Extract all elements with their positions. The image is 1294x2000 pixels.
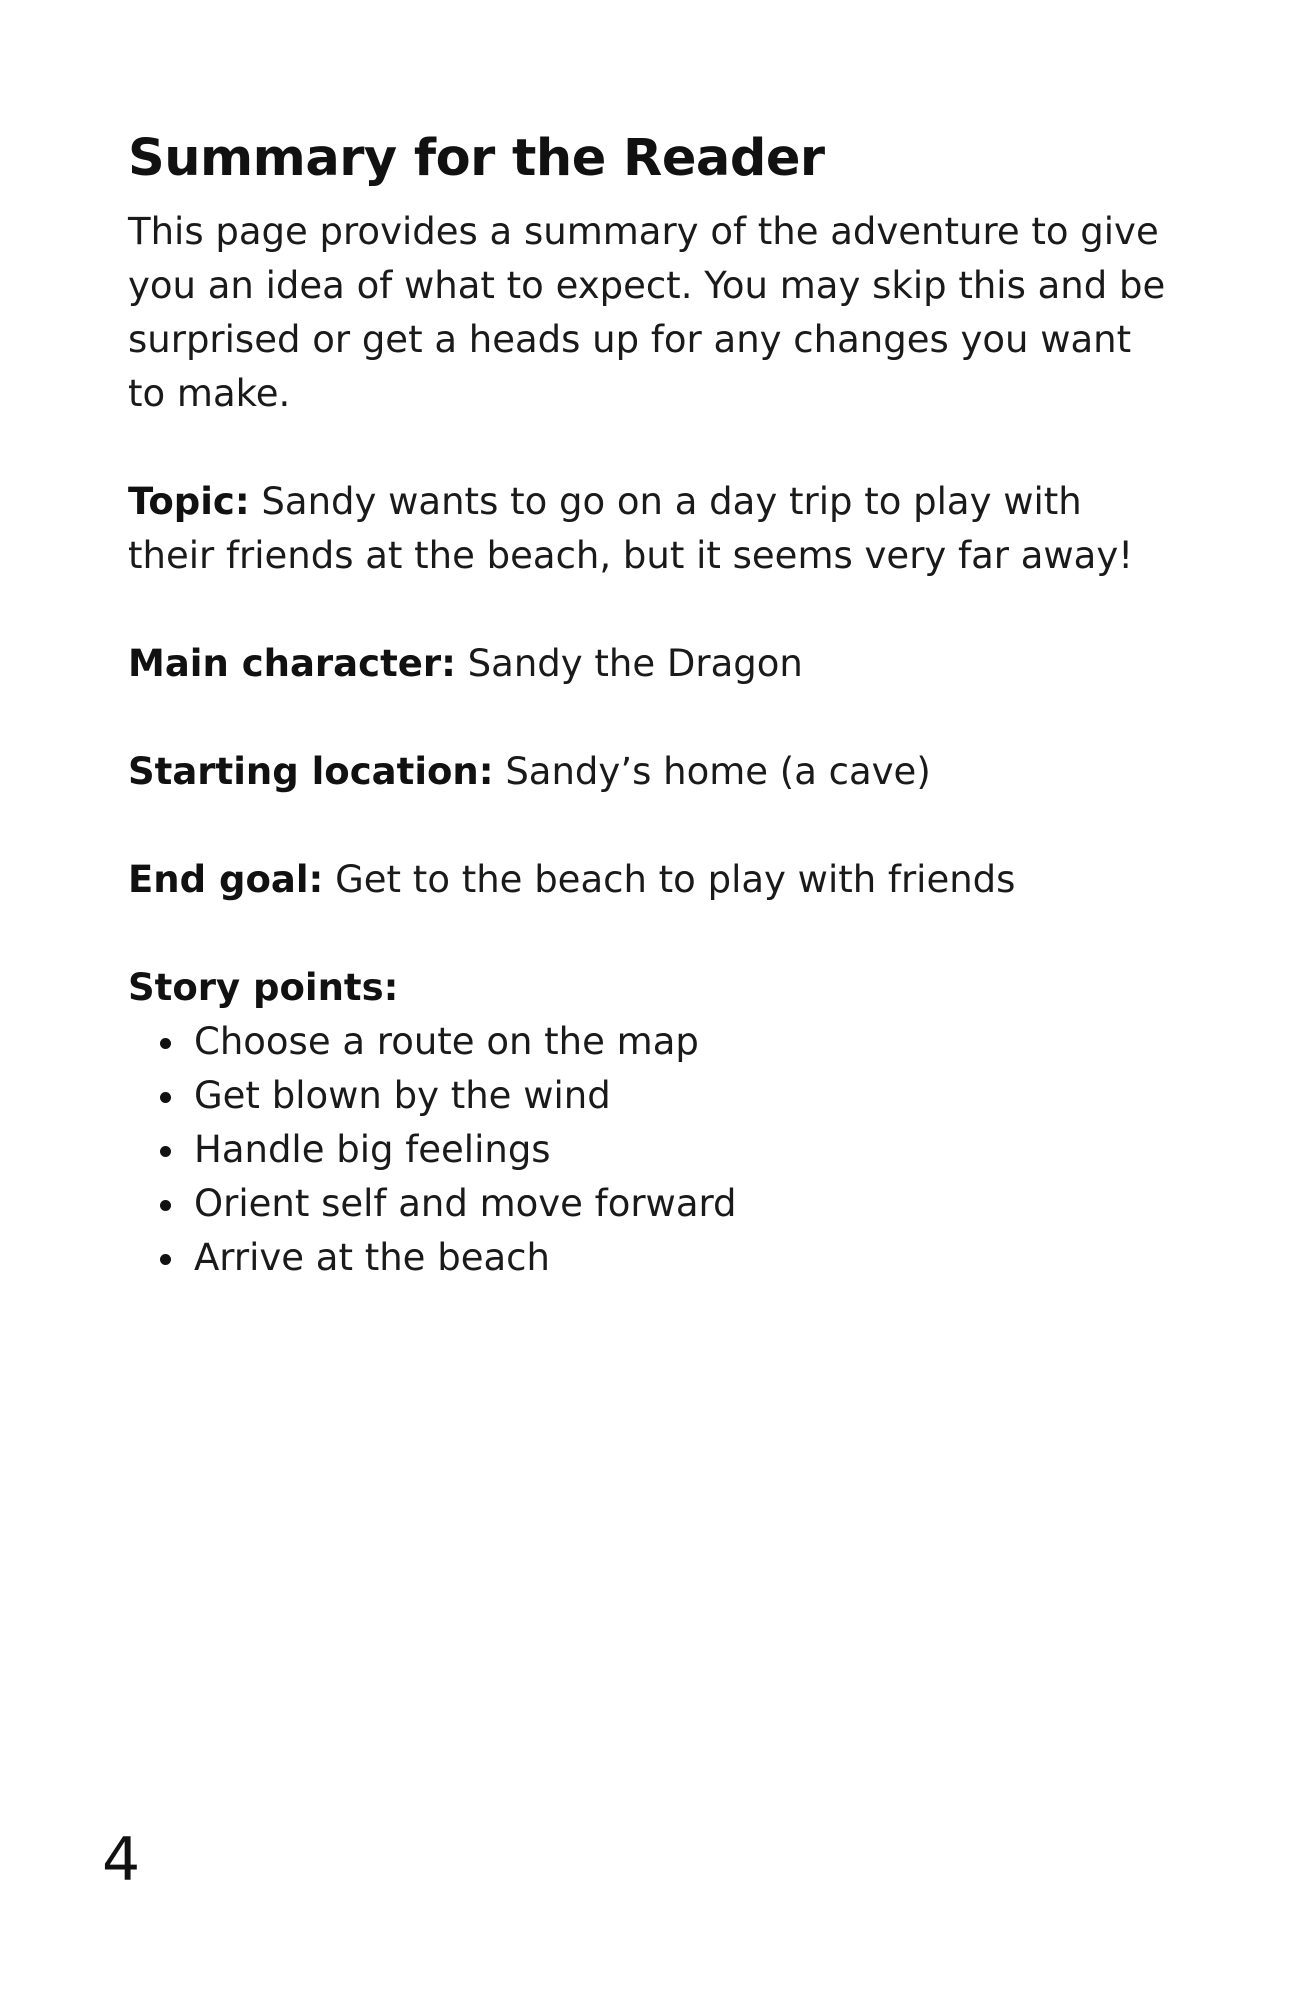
story-points-label: Story points:: [128, 966, 399, 1009]
intro-paragraph: This page provides a summary of the adventure to give you an idea of what to expect. You may skip this and be surprised or get a heads up for any changes you want to make.: [128, 210, 1166, 415]
starting-location-label: Starting location:: [128, 750, 494, 793]
starting-location-field: [128, 745, 1168, 799]
story-point-text: Arrive at the beach: [194, 1236, 550, 1279]
main-character-label: Main character:: [128, 642, 456, 685]
story-point-item: [128, 1069, 1168, 1123]
topic-field: [128, 475, 1168, 583]
bullet-icon: [160, 1038, 171, 1049]
story-point-text: Choose a route on the map: [194, 1020, 699, 1063]
main-character-value: Sandy the Dragon: [455, 642, 803, 685]
bullet-icon: [160, 1146, 171, 1157]
main-character-field: [128, 637, 1168, 691]
end-goal-value: Get to the beach to play with friends: [323, 858, 1016, 901]
topic-label: Topic:: [128, 480, 250, 523]
topic-value: Sandy wants to go on a day trip to play with their friends at the beach, but it seems very far away!: [128, 480, 1134, 577]
story-point-text: Handle big feelings: [194, 1128, 551, 1171]
story-point-item: [128, 1177, 1168, 1231]
story-point-text: Get blown by the wind: [194, 1074, 611, 1117]
bullet-icon: [160, 1092, 171, 1103]
page-number: 4: [102, 1825, 141, 1895]
bullet-icon: [160, 1254, 171, 1265]
end-goal-label: End goal:: [128, 858, 324, 901]
summary-content: [128, 128, 1168, 1285]
story-point-item: [128, 1231, 1168, 1285]
story-point-item: [128, 1015, 1168, 1069]
story-point-text: Orient self and move forward: [194, 1182, 737, 1225]
starting-location-value: Sandy’s home (a cave): [493, 750, 931, 793]
bullet-icon: [160, 1200, 171, 1211]
story-points-list: [128, 1015, 1168, 1285]
page-title: Summary for the Reader: [128, 129, 825, 188]
story-point-item: [128, 1123, 1168, 1177]
end-goal-field: [128, 853, 1168, 907]
